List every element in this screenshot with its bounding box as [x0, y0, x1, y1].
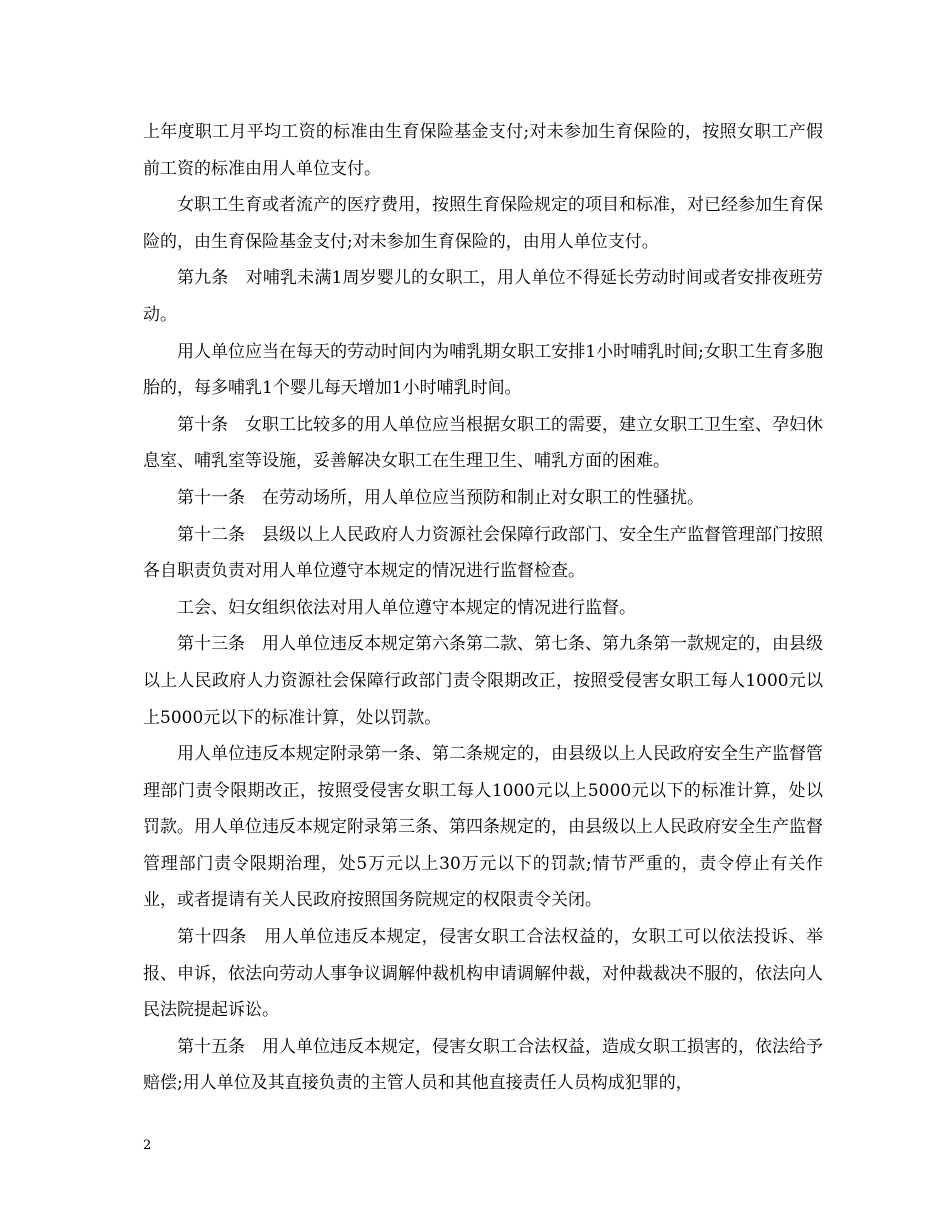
article-13: 第十三条 用人单位违反本规定第六条第二款、第七条、第九条第一款规定的，由县级以上人民政府人力资源社会保障行政部门责令限期改正，按照受侵害女职工每人1000元以上5000元以下的标准计算，处以罚款。: [143, 634, 823, 728]
article-12: 第十二条 县级以上人民政府人力资源社会保障行政部门、安全生产监督管理部门按照各自职责负责对用人单位遵守本规定的情况进行监督检查。: [143, 524, 823, 582]
paragraph-nursing-time: 用人单位应当在每天的劳动时间内为哺乳期女职工安排1小时哺乳时间;女职工生育多胞胎的，每多哺乳1个婴儿每天增加1小时哺乳时间。: [143, 341, 823, 399]
paragraph-1: 上年度职工月平均工资的标准由生育保险基金支付;对未参加生育保险的，按照女职工产假前工资的标准由用人单位支付。: [143, 122, 823, 179]
article-11: 第十一条 在劳动场所，用人单位应当预防和制止对女职工的性骚扰。: [177, 487, 704, 508]
article-14: 第十四条 用人单位违反本规定，侵害女职工合法权益的，女职工可以依法投诉、举报、申诉，依法向劳动人事争议调解仲裁机构申请调解仲裁，对仲裁裁决不服的，依法向人民法院提起诉讼。: [143, 927, 823, 1021]
article-9: 第九条 对哺乳未满1周岁婴儿的女职工，用人单位不得延长劳动时间或者安排夜班劳动。: [143, 268, 823, 325]
paragraph-2: 女职工生育或者流产的医疗费用，按照生育保险规定的项目和标准，对已经参加生育保险的，由生育保险基金支付;对未参加生育保险的，由用人单位支付。: [143, 195, 823, 252]
document-body: [143, 114, 823, 1102]
paragraph-appendix-violations: 用人单位违反本规定附录第一条、第二条规定的，由县级以上人民政府安全生产监督管理部门责令限期改正，按照受侵害女职工每人1000元以上5000元以下的标准计算，处以罚款。用人单位违反本规定附录第三条、第四条规定的，由县级以上人民政府安全生产监督管理部门责令限期治理，处5万元以上30万元以下的罚款;情节严重的，责令停止有关作业，或者提请有关人民政府按照国务院规定的权限责令关闭。: [143, 744, 823, 911]
article-10: 第十条 女职工比较多的用人单位应当根据女职工的需要，建立女职工卫生室、孕妇休息室、哺乳室等设施，妥善解决女职工在生理卫生、哺乳方面的困难。: [143, 414, 823, 472]
article-15: 第十五条 用人单位违反本规定，侵害女职工合法权益，造成女职工损害的，依法给予赔偿;用人单位及其直接负责的主管人员和其他直接责任人员构成犯罪的，: [143, 1036, 823, 1094]
paragraph-union-supervision: 工会、妇女组织依法对用人单位遵守本规定的情况进行监督。: [177, 597, 636, 618]
page-number: 2: [143, 1138, 152, 1153]
